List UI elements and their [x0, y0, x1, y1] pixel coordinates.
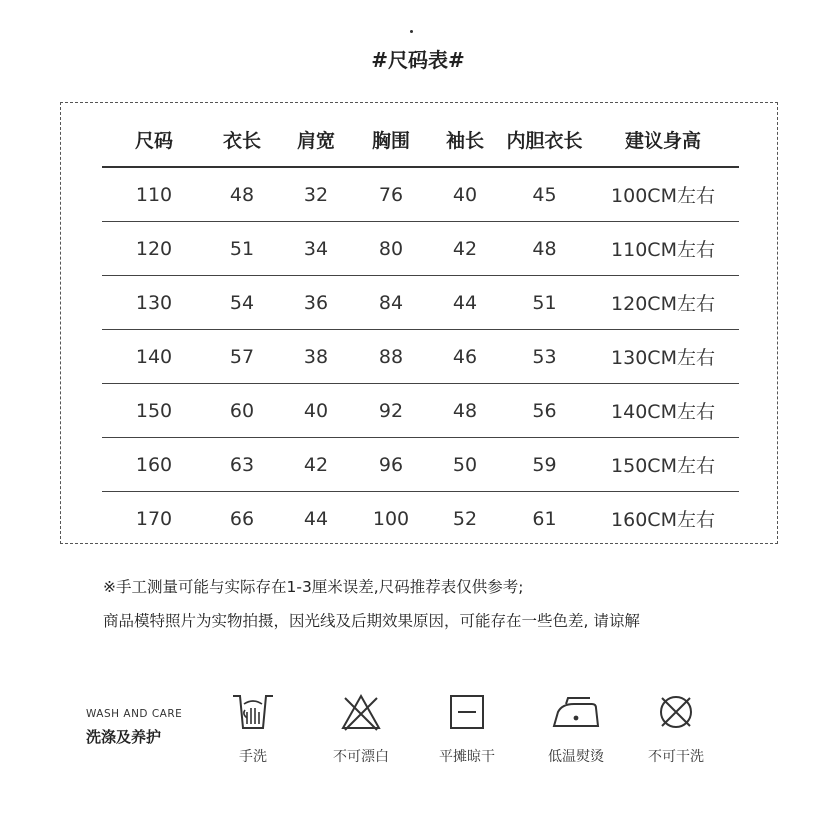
table-cell: 96: [354, 438, 428, 492]
care-item-low-iron: [521, 690, 631, 766]
table-cell: 63: [206, 438, 278, 492]
column-header: 尺码: [102, 112, 206, 167]
table-cell: 42: [428, 222, 502, 276]
table-cell: 150: [102, 384, 206, 438]
table-cell: 44: [428, 276, 502, 330]
table-cell: 110CM左右: [587, 222, 739, 276]
table-cell: 130CM左右: [587, 330, 739, 384]
table-cell: 130: [102, 276, 206, 330]
table-cell: 48: [428, 384, 502, 438]
care-label: 不可漂白: [333, 749, 389, 765]
table-row: [102, 276, 739, 330]
table-cell: 40: [278, 384, 354, 438]
care-heading-en: WASH AND CARE: [86, 708, 183, 720]
table-cell: 160: [102, 438, 206, 492]
table-cell: 54: [206, 276, 278, 330]
table-cell: 48: [206, 167, 278, 222]
no-bleach-icon: [335, 690, 387, 734]
table-row: [102, 438, 739, 492]
table-cell: 66: [229, 507, 255, 530]
dry-flat-icon: [441, 690, 493, 734]
table-cell: 76: [354, 167, 428, 222]
table-cell: 45: [502, 167, 587, 222]
care-heading-cn: 洗涤及养护: [86, 728, 162, 746]
care-item-no-dry-clean: [621, 690, 731, 766]
table-cell: 38: [278, 330, 354, 384]
hand-wash-icon: [227, 690, 279, 734]
table-cell: 36: [278, 276, 354, 330]
column-header: 建议身高: [587, 112, 739, 167]
column-header: 肩宽: [278, 112, 354, 167]
table-cell: 56: [502, 384, 587, 438]
column-header: 袖长: [428, 112, 502, 167]
table-cell: 100: [372, 507, 410, 530]
care-item-no-bleach: [306, 690, 416, 766]
table-cell: 80: [354, 222, 428, 276]
table-cell: 42: [278, 438, 354, 492]
table-cell: 57: [206, 330, 278, 384]
color-difference-note: 商品模特照片为实物拍摄，因光线及后期效果原因，可能存在一些色差, 请谅解: [103, 612, 640, 630]
page-title: #尺码表#: [371, 48, 465, 72]
table-cell: 44: [303, 507, 329, 530]
table-row: [102, 384, 739, 438]
table-cell: 160CM左右: [611, 509, 715, 531]
table-cell: 92: [354, 384, 428, 438]
table-cell: 52: [452, 507, 478, 530]
table-cell: 120CM左右: [587, 276, 739, 330]
table-cell: 53: [502, 330, 587, 384]
table-cell: 32: [278, 167, 354, 222]
table-cell: 140: [102, 330, 206, 384]
no-dry-clean-icon: [650, 690, 702, 734]
column-header: 胸围: [354, 112, 428, 167]
table-cell: 60: [206, 384, 278, 438]
column-header: 内胆衣长: [502, 112, 587, 167]
table-cell: 61: [532, 507, 557, 530]
table-row: [102, 330, 739, 384]
care-label: 低温熨烫: [548, 749, 604, 765]
table-cell: 150CM左右: [587, 438, 739, 492]
care-item-dry-flat: [412, 690, 522, 766]
decorative-dot: [410, 30, 413, 33]
table-row: [102, 492, 739, 546]
care-heading: [86, 708, 182, 747]
table-cell: 34: [278, 222, 354, 276]
table-cell: 59: [502, 438, 587, 492]
column-header: 衣长: [206, 112, 278, 167]
table-cell: 48: [502, 222, 587, 276]
table-cell: 46: [428, 330, 502, 384]
care-label: 手洗: [239, 749, 267, 765]
table-row: [102, 222, 739, 276]
measurement-note: ※手工测量可能与实际存在1-3厘米误差,尺码推荐表仅供参考;: [103, 578, 524, 596]
table-cell: 50: [428, 438, 502, 492]
table-cell: 100CM左右: [587, 167, 739, 222]
table-cell: 84: [354, 276, 428, 330]
table-cell: 88: [354, 330, 428, 384]
table-cell: 170: [135, 507, 173, 530]
table-cell: 140CM左右: [587, 384, 739, 438]
table-header-row: [102, 112, 739, 167]
table-cell: 51: [502, 276, 587, 330]
table-cell: 51: [206, 222, 278, 276]
table-cell: 40: [428, 167, 502, 222]
table-row: [102, 167, 739, 222]
care-item-hand-wash: [198, 690, 308, 766]
table-cell: 120: [102, 222, 206, 276]
table-cell: 110: [102, 167, 206, 222]
care-label: 不可干洗: [648, 749, 704, 765]
care-label: 平摊晾干: [439, 749, 495, 765]
size-table: [102, 112, 739, 545]
low-iron-icon: [548, 690, 604, 734]
